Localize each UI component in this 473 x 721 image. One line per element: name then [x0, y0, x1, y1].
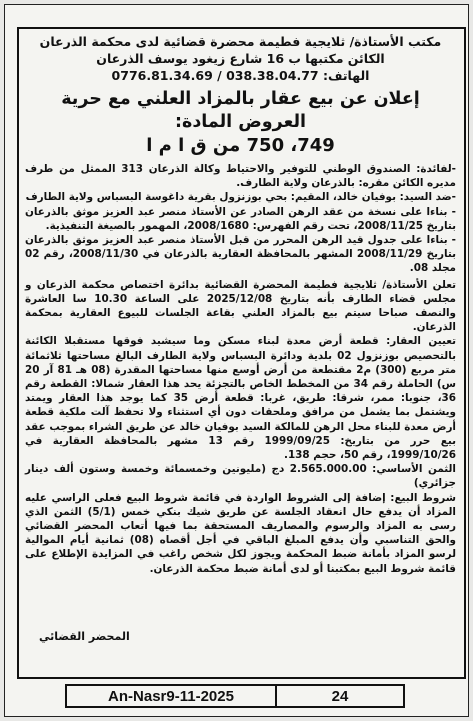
paragraph-base-price: الثمن الأساسي: 2.565.000.00 دج (مليونين وخمسمائة وخمسة وستون ألف دينار جزائري) — [25, 463, 456, 490]
paragraph-beneficiary: -لفائدة: الصندوق الوطني للتوفير والاحتياط وكالة الذرعان 313 الممثل من طرف مديره الكائن مقره: بالذرعان ولاية الطارف. — [25, 163, 456, 190]
paragraph-sale-conditions: شروط البيع: إضافة إلى الشروط الواردة في قائمة شروط البيع فعلى الراسي عليه المزاد أن يدفع حال انعقاد الجلسة عن طريق شيك بنكي خمس (5/1) الثمن الذي رسى به المزاد والرسوم والمصاريف المستحقة بما فيها أتعاب المحضر القضائي والحق التناسبي وأن يدفع المبلغ الباقي في أجل أقصاه (08) ثمانية أيام الموالية لرسو المزاد بأمانة ضبط المحكمة ويجوز لكل شخص راغب في المزايدة الإطلاع على قائمة شروط البيع بمكتبنا أو لدى أمانة ضبط محكمة الذرعان. — [25, 491, 457, 575]
announcement-frame — [17, 27, 466, 679]
title-line-2: 749، 750 من ق ا م ا — [146, 135, 335, 156]
paragraph-property-description: تعيين العقار: قطعة أرض معدة لبناء مسكن وما سيشيد فوقها مستقبلا الكائنة بالتحصيص بوزنزول 02 بلدية ودائرة البسباس ولاية الطارف البالغ مساحتها ثلاثمائة متر مربع (300) م2 مقتطعة من أرض أوسع منها مساحتها المقدرة (08 هـ 81 آر 20 س) الحاملة رقم 34 من المخطط الخاص بالتجزئة يحد هذا العقار شمالا: القطعة رقم 36، جنوبا: ممر، شرقا: طريق، غربا: قطعة أرض 35 كما يوجد هذا العقار ويمتد ويشتمل بما يشمل من مرافق وملحقات دون أي استثناء ولا تحفظ آلت ملكية قطعة أرض معدة للبناء محل الرهن للمالكة السيد بوفيان خالد عن طريق الشراء بموجب عقد بيع حرر من بتاريخ: 1999/09/25 رقم 13 مشهر بالمحافظة العقارية في 1999/10/26، رقم 50، حجم 138. — [25, 335, 457, 462]
announcement-title — [25, 88, 456, 157]
page-footer — [65, 684, 405, 708]
announcement-body — [25, 162, 456, 576]
title-line-1: إعلان عن بيع عقار بالمزاد العلني مع حرية العروض المادة: — [61, 89, 420, 132]
office-address: الكائن مكتبها ب 16 شارع زيغود يوسف الذرعان — [96, 51, 385, 66]
paragraph-defendant: -ضد السيد: بوفيان خالد، المقيم: بحي بوزنزول بقرية داغوسة البسباس ولاية الطارف — [25, 191, 456, 204]
paragraph-mortgage-deed: - بناءا على نسخة من عقد الرهن الصادر عن الأستاذ منصر عبد العزيز موثق بالذرعان بتاريخ 2008/11/25، تحت رقم الفهرس: 2008/1680، المهمور بالصيغة التنفيذية. — [25, 205, 456, 232]
page-number: 24 — [331, 687, 349, 705]
office-phone: الهاتف: 038.38.04.77 / 0776.81.34.69 — [111, 68, 370, 83]
office-name: مكتب الأستاذة/ ثلايجية فطيمة محضرة قضائية لدى محكمة الذرعان — [39, 34, 442, 49]
signature: المحضر القضائي — [39, 630, 130, 643]
paragraph-auction-notice: تعلن الأستاذة/ ثلايجية فطيمة المحضرة القضائية بدائرة اختصاص محكمة الذرعان و مجلس قضاء الطارف بأنه بتاريخ 2025/12/08 على الساعة 10.30 سا العاشرة والنصف صباحا سيتم بيع بالمزاد العلني بقاعة الجلسات للبيوع العقارية بمحكمة الذرعان. — [25, 278, 456, 334]
paragraph-mortgage-record: - بناءا على جدول قيد الرهن المحرر من قبل الأستاذ منصر عبد العزيز موثق بالذرعان بتاريخ 2008/11/29 المشهر بالمحافظة العقارية بالذرعان في 2008/11/30، رقم 02 مجلد 08. — [25, 234, 456, 275]
newspaper-page — [4, 4, 469, 717]
office-header — [25, 33, 456, 84]
newspaper-date: An-Nasr9-11-2025 — [67, 686, 277, 706]
